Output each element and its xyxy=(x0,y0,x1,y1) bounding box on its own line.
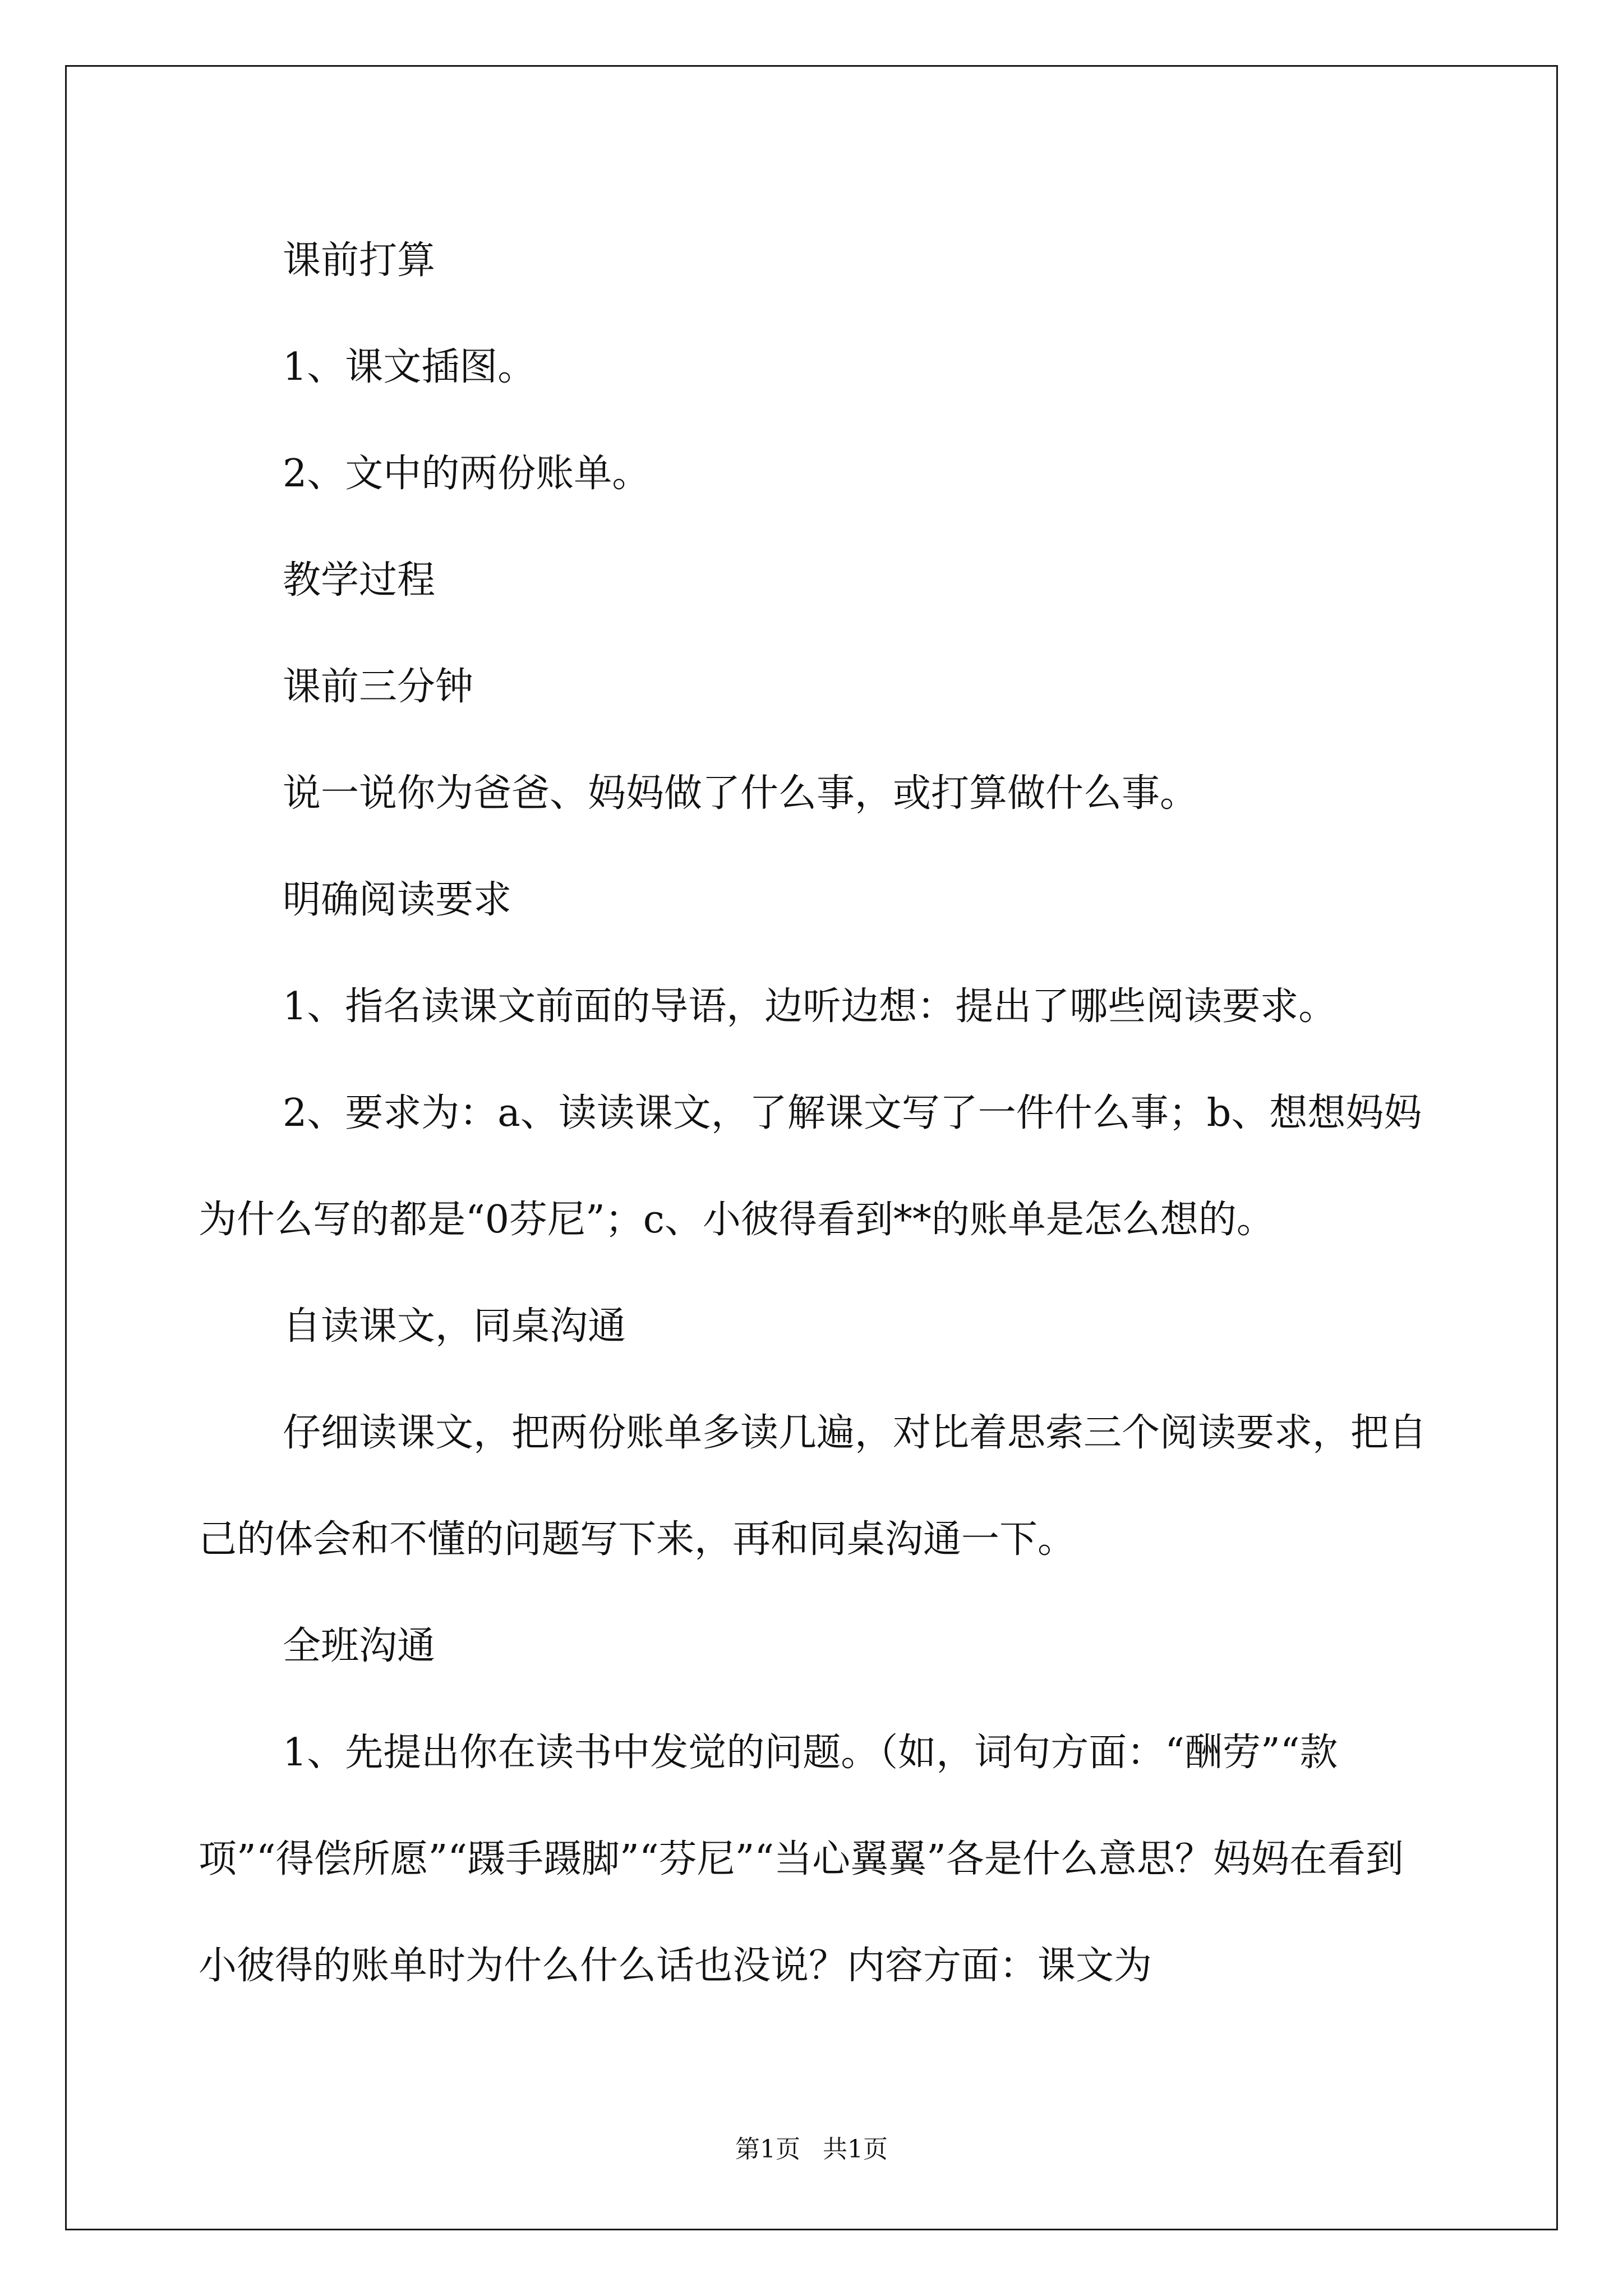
paragraph-guide: 1、指名读课文前面的导语，边听边想：提出了哪些阅读要求。 xyxy=(283,984,1337,1029)
list-item-illustration: 1、课文插图。 xyxy=(283,345,536,389)
page-footer xyxy=(0,2129,1623,2165)
heading-class-discussion: 全班沟通 xyxy=(283,1624,436,1668)
heading-three-minutes: 课前三分钟 xyxy=(283,665,474,709)
page-number-total: 共1页 xyxy=(823,2135,888,2164)
heading-reading-requirements: 明确阅读要求 xyxy=(283,878,512,922)
paragraph-talk: 说一说你为爸爸、妈妈做了什么事，或打算做什么事。 xyxy=(283,771,1198,816)
heading-preparation: 课前打算 xyxy=(283,238,436,283)
paragraph-self-reading: 仔细读课文，把两份账单多读几遍，对比着思索三个阅读要求，把自己的体会和不懂的问题写下来，再和同桌沟通一下。 xyxy=(199,1411,1427,1562)
list-item-bills: 2、文中的两份账单。 xyxy=(283,452,651,496)
document-body xyxy=(199,208,1432,2019)
heading-self-reading: 自读课文，同桌沟通 xyxy=(283,1304,626,1349)
page-number-current: 第1页 xyxy=(735,2135,800,2164)
paragraph-requirements: 2、要求为：a、读读课文，了解课文写了一件什么事；b、想想妈妈为什么写的都是“0芬尼”；c、小彼得看到**的账单是怎么想的。 xyxy=(199,1091,1422,1242)
paragraph-class-discussion: 1、先提出你在读书中发觉的问题。（如，词句方面：“酬劳”“款项”“得偿所愿”“蹑手蹑脚”“芬尼”“当心翼翼”各是什么意思？妈妈在看到小彼得的账单时为什么什么话也没说？内容方面：课文为 xyxy=(199,1731,1404,1988)
heading-teaching-process: 教学过程 xyxy=(283,558,436,602)
